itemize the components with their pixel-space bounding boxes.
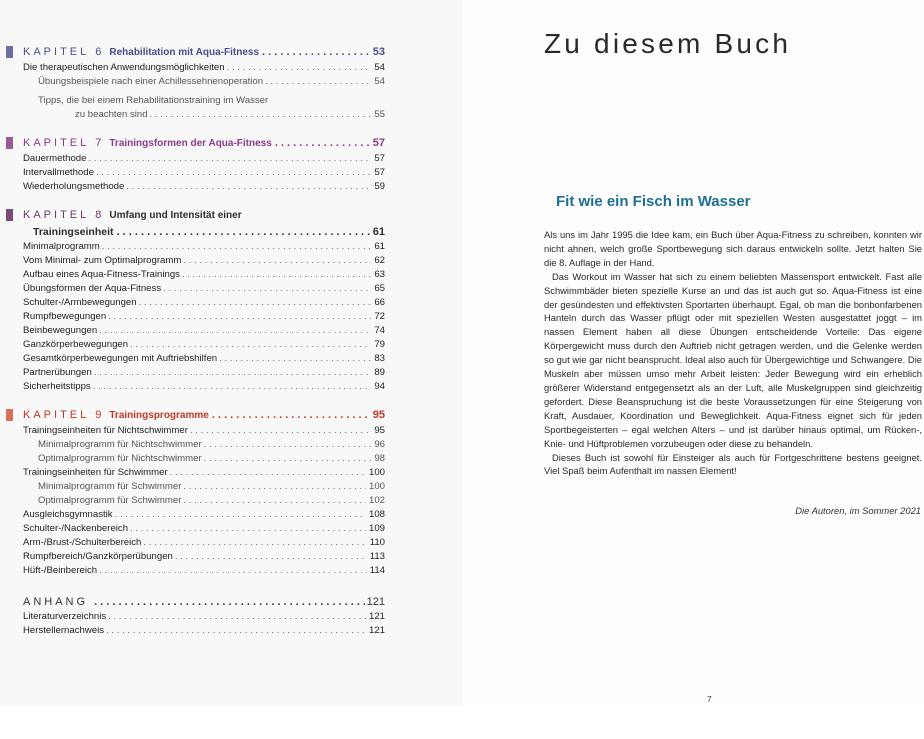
entry-title: Gesamtkörperbewegungen mit Auftriebshilfen (23, 353, 218, 364)
leader-dots (88, 152, 371, 166)
entry-title: Minimalprogramm für Schwimmer (38, 481, 182, 492)
entry-title: Schulter-/Nackenbereich (23, 523, 129, 534)
toc-entry[interactable] (23, 240, 385, 254)
chapter-page: 53 (372, 46, 385, 58)
leader-dots (219, 352, 371, 366)
toc-entry[interactable] (23, 536, 385, 550)
entry-title: Optimalprogramm für Nichtschwimmer (38, 453, 202, 464)
toc-entry[interactable] (23, 624, 385, 638)
chapter-number: 9 (95, 409, 102, 421)
entry-page: 100 (368, 467, 385, 478)
chapter-number: 7 (95, 137, 102, 149)
chapter-title: Trainingsformen der Aqua-Fitness (109, 138, 272, 149)
entry-page: 94 (374, 381, 385, 392)
signature: Die Autoren, im Sommer 2021 (795, 505, 921, 516)
entry-title: Rumpfbereich/Ganzkörperübungen (23, 551, 173, 562)
entry-page: 57 (374, 167, 385, 178)
chapter-marker (6, 46, 13, 58)
entry-title: Beinbewegungen (23, 325, 98, 336)
entry-page: 121 (368, 611, 385, 622)
leader-dots (143, 536, 366, 550)
entry-title: Aufbau eines Aqua-Fitness-Trainings (23, 269, 180, 280)
paragraph: Dieses Buch ist sowohl für Einsteiger als auch für Fortgeschrittene bestens geeignet. Viel Spaß beim Aufenthalt im nassen Element! (544, 451, 922, 477)
entry-title: Ganzkörperbewegungen (23, 339, 129, 350)
entry-title: Die therapeutischen Anwendungsmöglichkeiten (23, 62, 225, 73)
toc-anhang[interactable] (23, 594, 385, 610)
leader-dots (182, 268, 371, 282)
leader-dots (102, 240, 372, 254)
toc-entry[interactable] (23, 610, 385, 624)
entry-page: 54 (374, 76, 385, 87)
toc-entry[interactable] (23, 438, 385, 452)
entry-page: 100 (368, 481, 385, 492)
body-text (544, 228, 922, 478)
entry-page: 121 (368, 625, 385, 636)
entry-page: 95 (374, 425, 385, 436)
entry-title: Ausgleichsgymnastik (23, 509, 113, 520)
toc-entry[interactable] (23, 480, 385, 494)
toc-entry[interactable] (23, 254, 385, 268)
entry-title: Arm-/Brust-/Schulterbereich (23, 537, 142, 548)
entry-title: zu beachten sind (75, 109, 148, 120)
toc-entry[interactable] (23, 494, 385, 508)
chapter-number: 8 (95, 209, 102, 221)
toc-entry[interactable] (23, 550, 385, 564)
entry-page: 55 (374, 109, 385, 120)
toc-entry[interactable] (23, 452, 385, 466)
anhang-title: ANHANG (23, 596, 89, 608)
toc-entry[interactable] (23, 338, 385, 352)
entry-page: 79 (374, 339, 385, 350)
entry-page: 66 (374, 297, 385, 308)
entry-page: 62 (374, 255, 385, 266)
chapter-title: Rehabilitation mit Aqua-Fitness (109, 47, 260, 58)
leader-dots (183, 254, 371, 268)
chapter-label: KAPITEL (23, 46, 90, 58)
toc-entry[interactable] (23, 310, 385, 324)
entry-title: Herstellernachweis (23, 625, 105, 636)
toc-entry[interactable] (23, 466, 385, 480)
entry-page: 96 (374, 439, 385, 450)
toc-entry[interactable] (23, 152, 385, 166)
leader-dots (259, 44, 371, 58)
chapter-title-continued: Trainingseinheit (33, 226, 114, 238)
toc-entry[interactable] (23, 508, 385, 522)
toc-entry[interactable] (23, 89, 385, 108)
leader-space (270, 89, 385, 103)
chapter-page: 61 (372, 226, 385, 238)
toc-entry[interactable] (23, 75, 385, 89)
toc-entry[interactable] (23, 380, 385, 394)
leader-dots (204, 452, 372, 466)
leader-dots (96, 166, 371, 180)
entry-title: Vom Minimal- zum Optimalprogramm (23, 255, 182, 266)
page-number: 7 (707, 694, 712, 704)
toc-entry[interactable] (23, 166, 385, 180)
entry-title: Optimalprogramm für Schwimmer (38, 495, 182, 506)
leader-dots (126, 180, 371, 194)
leader-dots (272, 135, 371, 149)
toc-entry[interactable] (23, 268, 385, 282)
chapter-number: 6 (95, 46, 102, 58)
entry-page: 72 (374, 311, 385, 322)
toc-chapter-9[interactable] (23, 407, 385, 424)
entry-page: 74 (374, 325, 385, 336)
toc-entry[interactable] (23, 564, 385, 578)
leader-dots (265, 75, 371, 89)
chapter-label: KAPITEL (23, 409, 90, 421)
leader-dots (114, 224, 371, 238)
bottom-strip (0, 705, 924, 739)
entry-page: 102 (368, 495, 385, 506)
chapter-page: 95 (372, 409, 385, 421)
toc-entry[interactable] (23, 282, 385, 296)
toc-chapter-8[interactable] (23, 207, 385, 224)
chapter-label: KAPITEL (23, 137, 90, 149)
table-of-contents (23, 44, 385, 638)
leader-dots (108, 610, 366, 624)
entry-title: Minimalprogramm (23, 241, 100, 252)
leader-dots (99, 324, 371, 338)
leader-dots (99, 564, 367, 578)
entry-page: 113 (369, 551, 385, 562)
leader-dots (227, 61, 372, 75)
entry-page: 98 (374, 453, 385, 464)
leader-dots (88, 594, 365, 609)
leader-dots (130, 338, 371, 352)
entry-page: 114 (369, 565, 385, 576)
leader-dots (204, 438, 372, 452)
entry-page: 108 (368, 509, 385, 520)
entry-title: Trainingseinheiten für Nichtschwimmer (23, 425, 188, 436)
chapter-page: 57 (372, 137, 385, 149)
leader-dots (108, 310, 371, 324)
entry-title: Schulter-/Armbewegungen (23, 297, 137, 308)
toc-chapter-6[interactable] (23, 44, 385, 61)
chapter-title: Trainingsprogramme (109, 410, 209, 421)
leader-dots (94, 366, 372, 380)
leader-dots (163, 282, 371, 296)
entry-page: 65 (374, 283, 385, 294)
entry-title: Tipps, die bei einem Rehabilitationstraining im Wasser (38, 95, 269, 106)
entry-title: Wiederholungsmethode (23, 181, 125, 192)
paragraph: Das Workout im Wasser hat sich zu einem beliebten Massensport entwickelt. Fast alle Schwimmbäder bieten spezielle Kurse an und das ist auch gut so. Aqua-Fitness ist eine der gesündesten und effektivsten Sportarten überhaupt. Egal, ob man die bonbonfarbenen Hanteln durch das Wasser pflügt oder mit speziellen Westen ausgestattet joggt – im nassen Element haben all diese Übungen entscheidende Vorteile: Das eigene Körpergewicht muss durch den Auftrieb nicht getragen werden, und die Gelenke werden so gut wie gar nicht beansprucht. Ideal also auch für Übergewichtige und Schwangere. Die Muskeln aber müssen umso mehr Arbeit leisten: Jeder Bewegung wird ein erheblich größerer Widerstand entgegensetzt als an der Luft, alle Muskelgruppen sind gleichzeitig gefordert. Diese Beanspruchung ist die beste Voraussetzungen für eine Steigerung von Kraft, Ausdauer, Koordination und Beweglichkeit. Aqua-Fitness eignet sich für jeden Sportbegeisterten – egal welchen Alters – und ist darüber hinaus optimal, um Rücken-, Knie- und Hüftproblemen vorzubeugen oder diese zu behandeln. (544, 270, 922, 449)
chapter-marker (6, 137, 13, 149)
entry-title: Übungsbeispiele nach einer Achillessehnenoperation (38, 76, 264, 87)
leader-dots (183, 480, 366, 494)
entry-title: Trainingseinheiten für Schwimmer (23, 467, 168, 478)
toc-entry[interactable] (23, 352, 385, 366)
toc-entry[interactable] (23, 522, 385, 536)
toc-entry[interactable] (23, 296, 385, 310)
chapter-marker (6, 409, 13, 421)
leader-dots (170, 466, 366, 480)
section-subheading: Fit wie ein Fisch im Wasser (556, 193, 751, 210)
chapter-title: Umfang und Intensität einer (109, 210, 242, 221)
anhang-page: 121 (366, 596, 385, 608)
toc-entry[interactable] (23, 424, 385, 438)
leader-dots (175, 550, 367, 564)
entry-page: 109 (368, 523, 385, 534)
leader-dots (93, 380, 372, 394)
entry-title: Hüft-/Beinbereich (23, 565, 98, 576)
toc-entry[interactable] (23, 61, 385, 75)
toc-entry[interactable] (23, 108, 385, 122)
entry-page: 63 (374, 269, 385, 280)
chapter-marker (6, 209, 13, 221)
page-title: Zu diesem Buch (544, 28, 792, 59)
toc-chapter-8-cont[interactable] (23, 224, 385, 240)
leader-dots (115, 508, 366, 522)
toc-entry[interactable] (23, 366, 385, 380)
paragraph: Als uns im Jahr 1995 die Idee kam, ein Buch über Aqua-Fitness zu schreiben, konnten wir nicht ahnen, welch große Sportbewegung sich daraus entwickeln sollte. Jetzt halten Sie die 8. Auflage in der Hand. (544, 229, 922, 268)
leader-dots (150, 108, 372, 122)
toc-chapter-7[interactable] (23, 135, 385, 152)
entry-page: 89 (374, 367, 385, 378)
entry-page: 110 (369, 537, 385, 548)
entry-page: 59 (374, 181, 385, 192)
leader-dots (190, 424, 371, 438)
entry-title: Partnerübungen (23, 367, 92, 378)
entry-title: Übungsformen der Aqua-Fitness (23, 283, 162, 294)
entry-title: Intervallmethode (23, 167, 94, 178)
entry-title: Sicherheitstipps (23, 381, 91, 392)
chapter-label: KAPITEL (23, 209, 90, 221)
toc-entry[interactable] (23, 324, 385, 338)
entry-title: Dauermethode (23, 153, 87, 164)
entry-page: 54 (374, 62, 385, 73)
leader-dots (139, 296, 372, 310)
toc-entry[interactable] (23, 180, 385, 194)
leader-dots (183, 494, 366, 508)
entry-page: 61 (374, 241, 385, 252)
entry-page: 57 (374, 153, 385, 164)
entry-title: Minimalprogramm für Nichtschwimmer (38, 439, 202, 450)
leader-dots (130, 522, 366, 536)
leader-dots (209, 407, 371, 421)
entry-title: Literaturverzeichnis (23, 611, 107, 622)
entry-page: 83 (374, 353, 385, 364)
leader-dots (106, 624, 366, 638)
entry-title: Rumpfbewegungen (23, 311, 107, 322)
